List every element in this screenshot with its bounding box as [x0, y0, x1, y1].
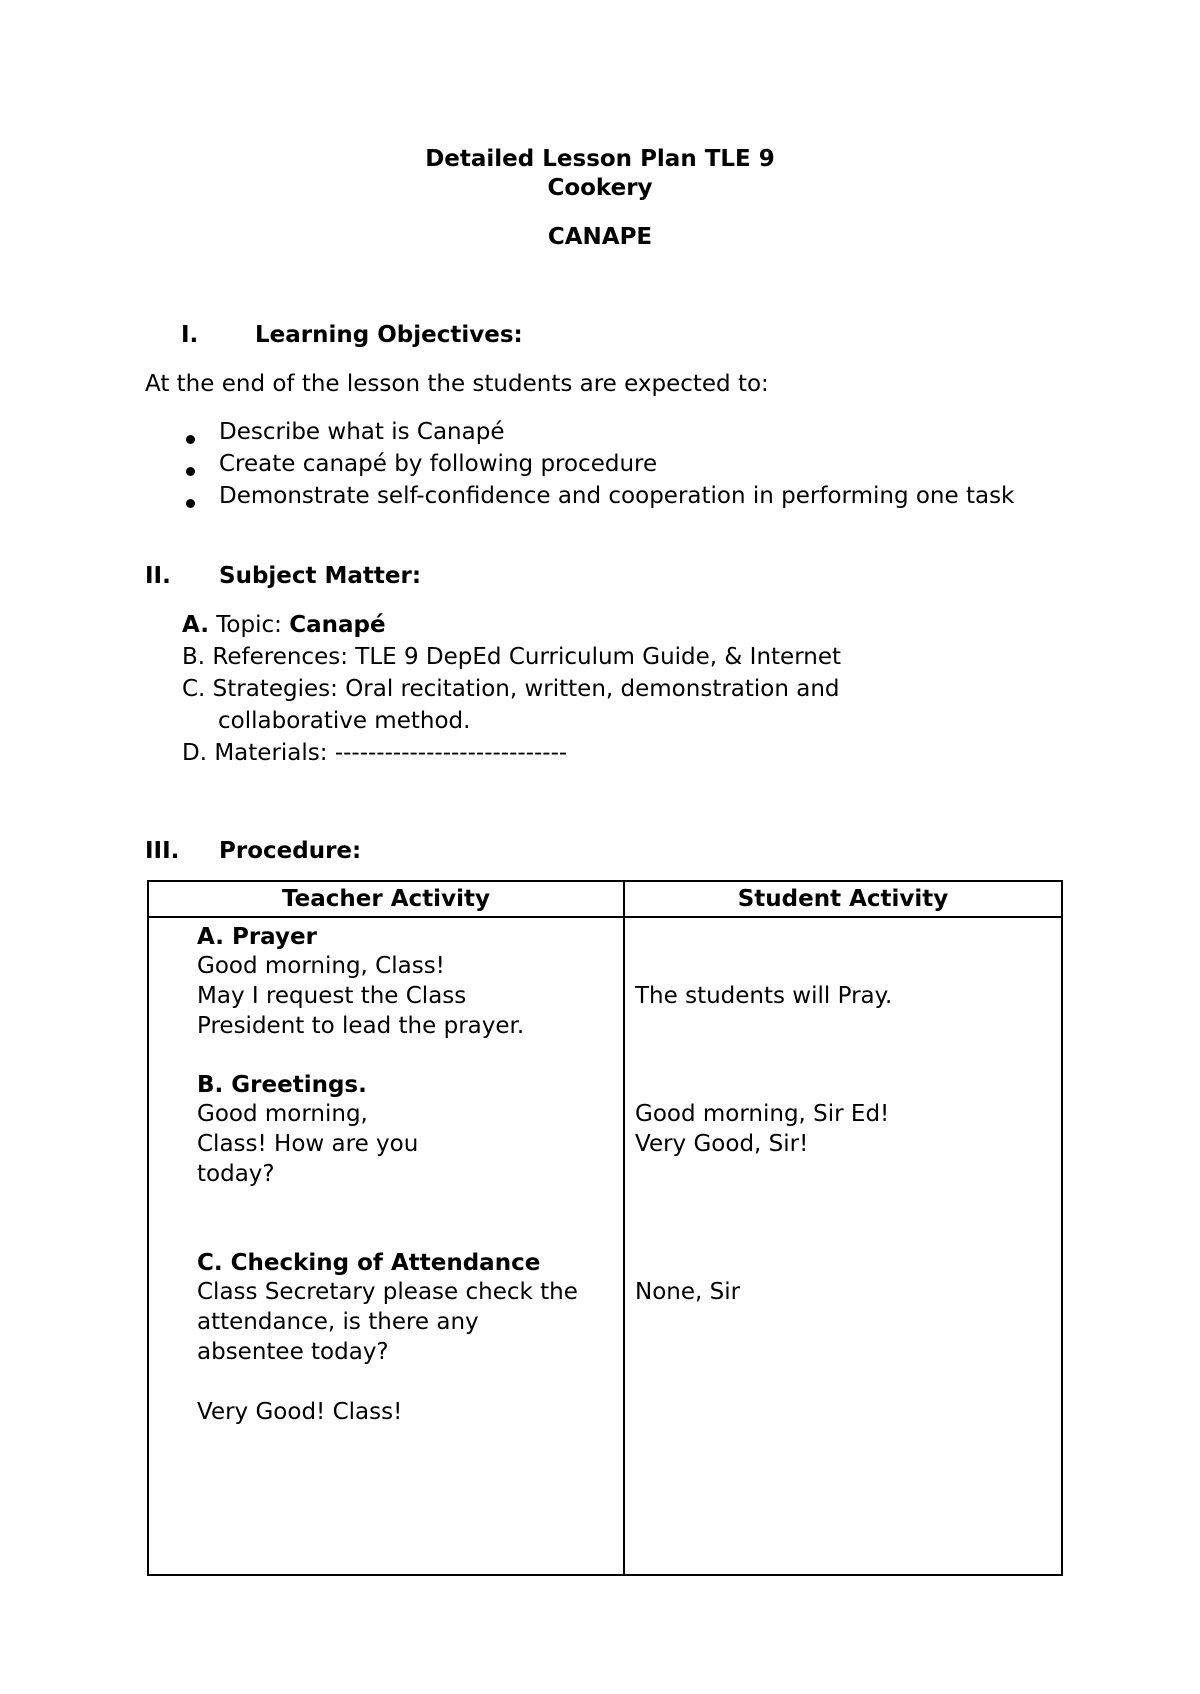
lesson-topic-title: CANAPE — [547, 224, 653, 250]
attendance-line: attendance, is there any — [197, 1309, 479, 1335]
objective-item: Create canapé by following procedure — [219, 451, 658, 477]
topic-label: Topic: — [216, 612, 282, 638]
document-subject: Cookery — [547, 175, 653, 201]
objective-item: Demonstrate self-confidence and cooperation in performing one task — [219, 483, 1015, 509]
greetings-student-response: Good morning, Sir Ed! — [635, 1101, 890, 1127]
prayer-line: Good morning, Class! — [197, 953, 445, 979]
teacher-activity-header: Teacher Activity — [148, 881, 624, 917]
topic-letter: A. — [182, 612, 209, 638]
greetings-line: Good morning, — [197, 1101, 368, 1127]
prayer-line: President to lead the prayer. — [197, 1013, 525, 1039]
objective-item: Describe what is Canapé — [219, 419, 505, 445]
student-activity-cell — [624, 917, 1062, 1575]
bullet-icon — [186, 435, 195, 444]
procedure-heading: Procedure: — [219, 838, 362, 864]
student-activity-header: Student Activity — [624, 881, 1062, 917]
strategies-line: C. Strategies: Oral recitation, written, demonstration and — [182, 676, 840, 702]
objectives-heading: Learning Objectives: — [255, 322, 523, 348]
objectives-intro: At the end of the lesson the students are expected to: — [145, 371, 769, 397]
attendance-heading: C. Checking of Attendance — [197, 1250, 541, 1276]
document-title: Detailed Lesson Plan TLE 9 — [425, 146, 775, 172]
topic-value: Canapé — [289, 612, 386, 638]
teacher-activity-cell — [148, 917, 624, 1575]
subject-matter-numeral: II. — [145, 563, 171, 589]
procedure-numeral: III. — [145, 838, 180, 864]
prayer-heading: A. Prayer — [197, 924, 317, 950]
greetings-heading: B. Greetings. — [197, 1072, 367, 1098]
prayer-student-response: The students will Pray. — [635, 983, 893, 1009]
attendance-line: absentee today? — [197, 1339, 389, 1365]
greetings-student-response: Very Good, Sir! — [635, 1131, 809, 1157]
procedure-table — [147, 880, 1063, 1576]
references-line: B. References: TLE 9 DepEd Curriculum Guide, & Internet — [182, 644, 841, 670]
greetings-line: today? — [197, 1161, 275, 1187]
materials-line: D. Materials: ---------------------------- — [182, 740, 568, 766]
subject-matter-heading: Subject Matter: — [219, 563, 422, 589]
greetings-line: Class! How are you — [197, 1131, 419, 1157]
strategies-line-continued: collaborative method. — [218, 708, 471, 734]
bullet-icon — [186, 467, 195, 476]
attendance-closing: Very Good! Class! — [197, 1399, 403, 1425]
topic-line — [182, 612, 386, 638]
bullet-icon — [186, 499, 195, 508]
attendance-student-response: None, Sir — [635, 1279, 741, 1305]
attendance-line: Class Secretary please check the — [197, 1279, 578, 1305]
objectives-numeral: I. — [181, 322, 199, 348]
prayer-line: May I request the Class — [197, 983, 467, 1009]
